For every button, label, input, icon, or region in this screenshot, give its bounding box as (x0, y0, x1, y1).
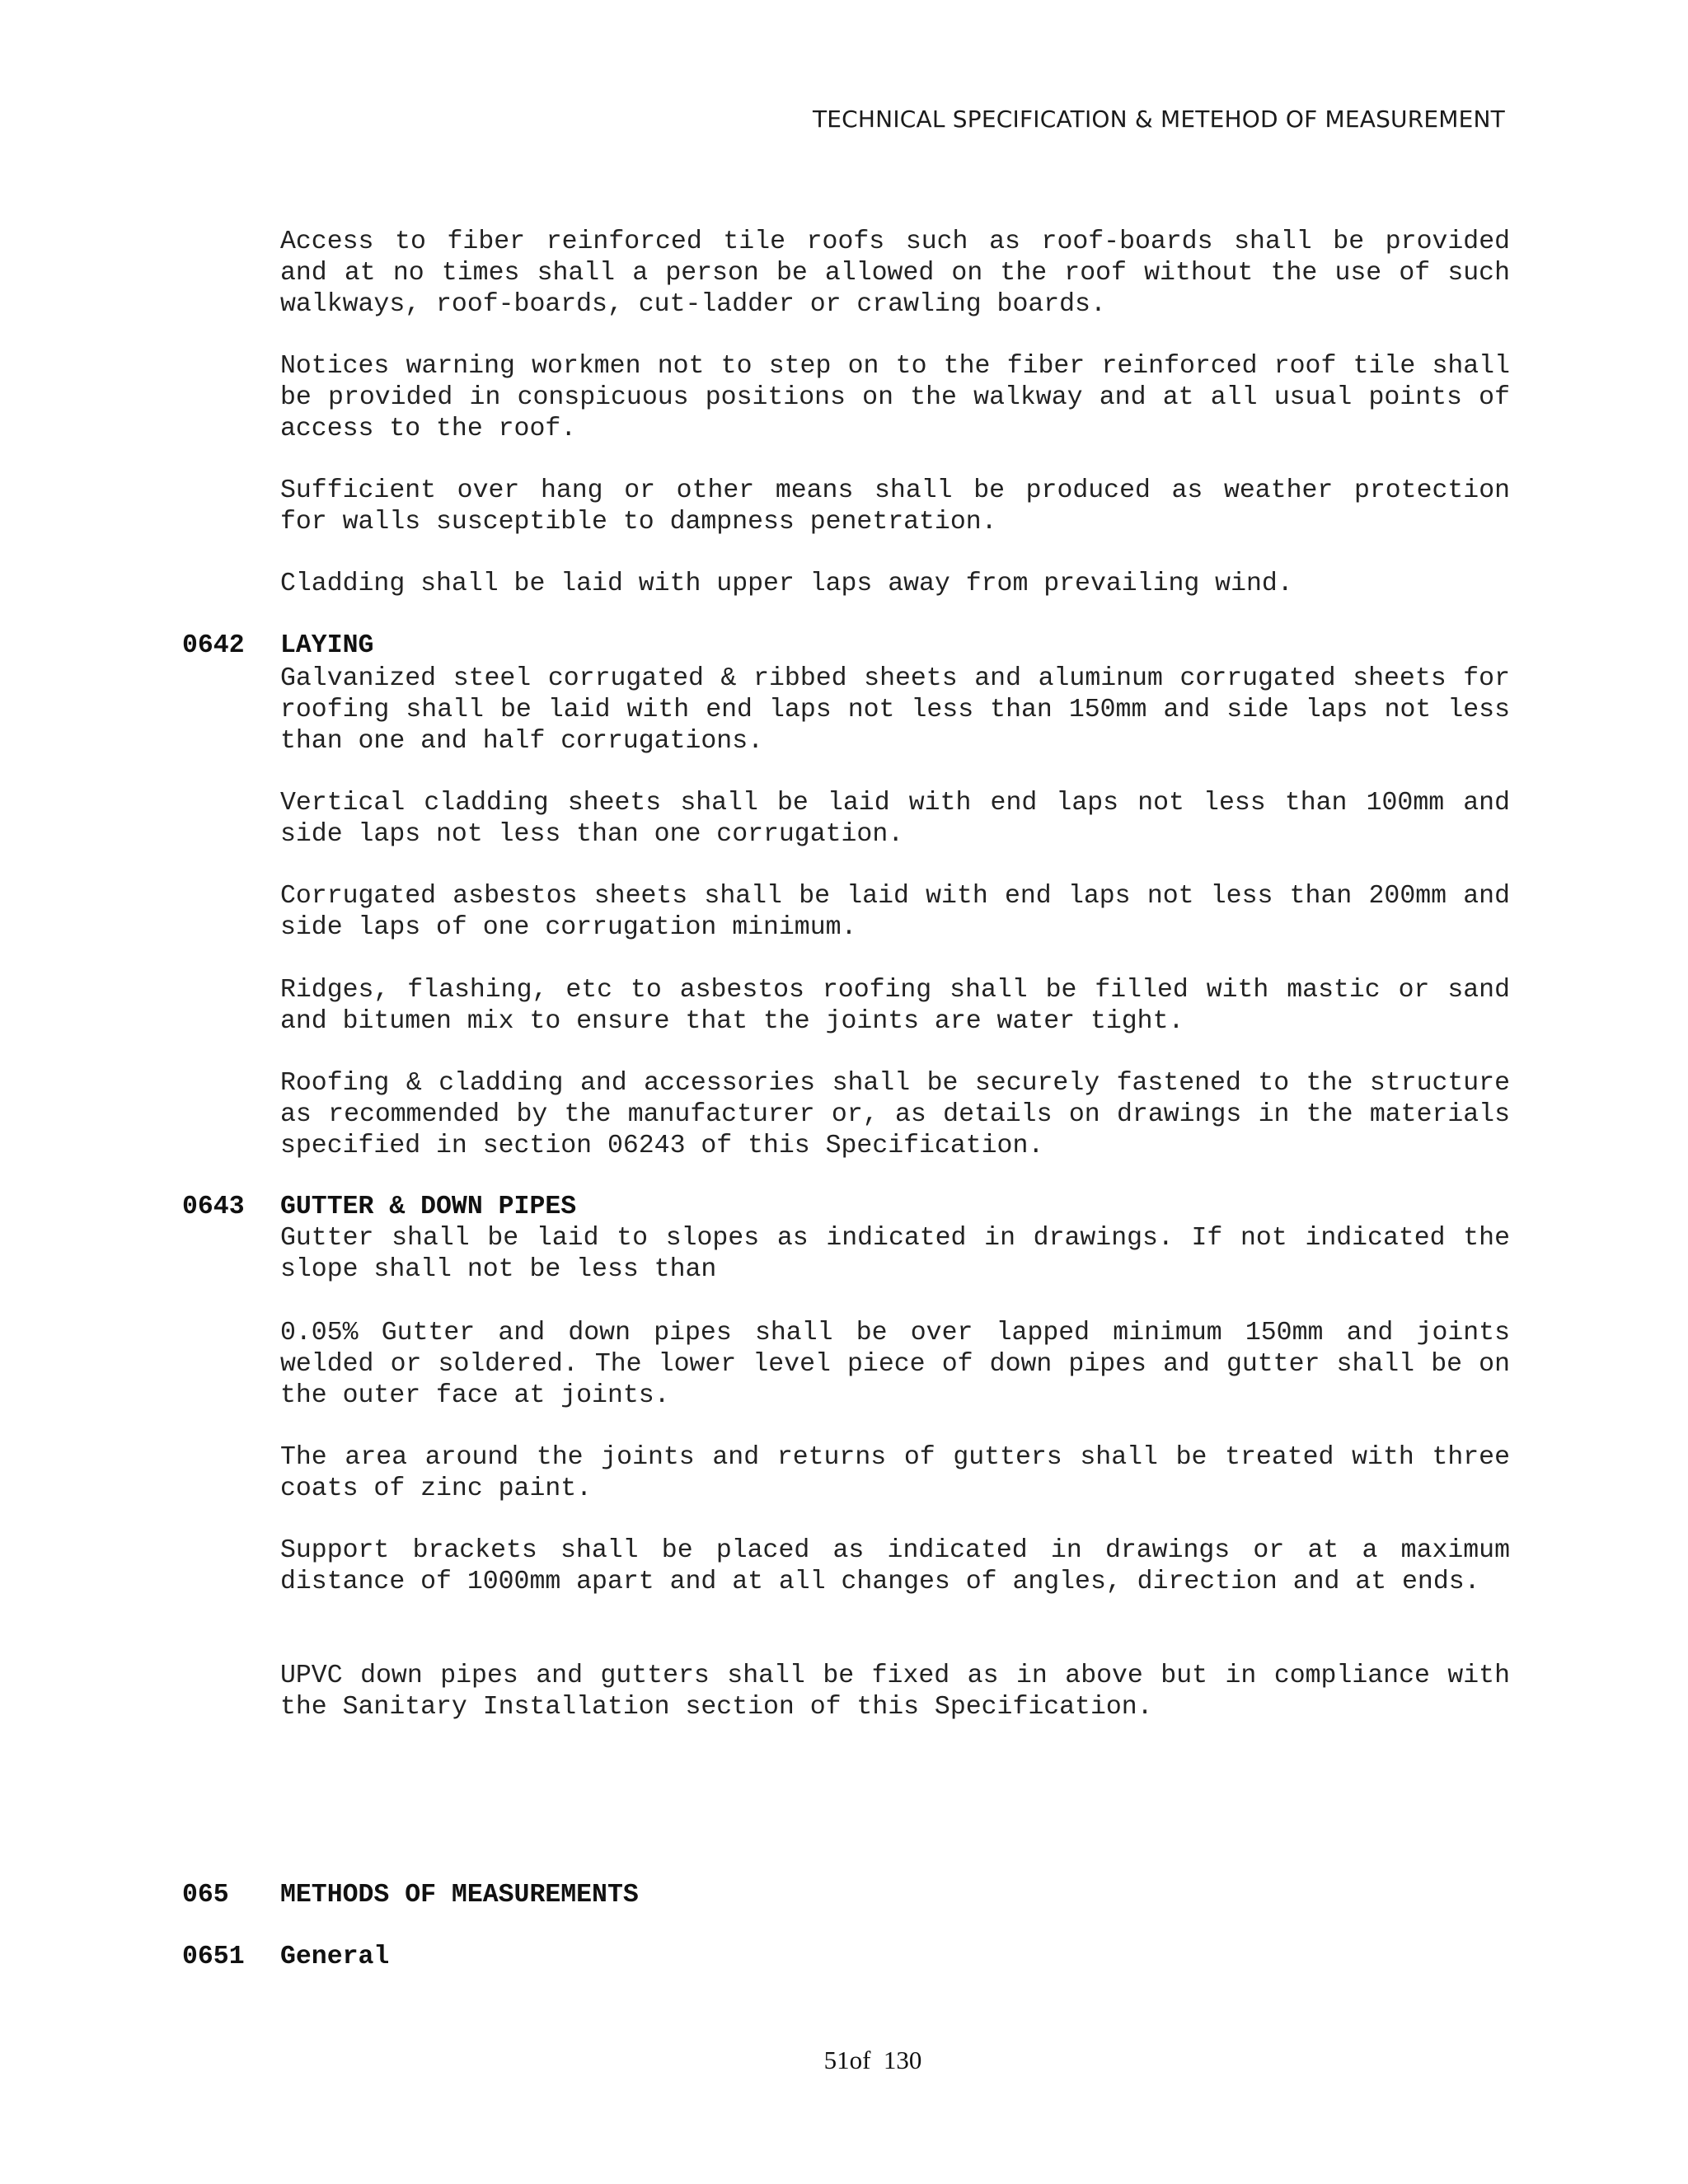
intro-paragraph-3: Sufficient over hang or other means shall be produced as weather protection for walls susceptible to dampness penetration. (280, 476, 1510, 537)
page-total: 130 (883, 2046, 922, 2074)
section-0642-paragraph-5: Roofing & cladding and accessories shall be securely fastened to the structure as recommended by the manufacturer or, as details on drawings in the materials specified in section 06243 of this Specification. (280, 1069, 1510, 1160)
page-current: 51 (823, 2046, 850, 2074)
section-0642-paragraph-2: Vertical cladding sheets shall be laid with end laps not less than 100mm and side laps not less than one corrugation. (280, 789, 1510, 849)
section-0643-number: 0643 (182, 1193, 245, 1221)
section-0642-paragraph-4: Ridges, flashing, etc to asbestos roofing shall be filled with mastic or sand and bitumen mix to ensure that the joints are water tight. (280, 976, 1510, 1036)
intro-paragraph-4: Cladding shall be laid with upper laps away from prevailing wind. (280, 569, 1293, 598)
section-0642-paragraph-1: Galvanized steel corrugated & ribbed sheets and aluminum corrugated sheets for roofing shall be laid with end laps not less than 150mm and side laps not less than one and half corrugations. (280, 664, 1510, 756)
section-0643-paragraph-4: Support brackets shall be placed as indicated in drawings or at a maximum distance of 1000mm apart and at all changes of angles, direction and at ends. (280, 1536, 1510, 1596)
section-0651-title: General (280, 1943, 390, 1971)
page-of-label: of (849, 2046, 871, 2074)
section-0642-paragraph-3: Corrugated asbestos sheets shall be laid with end laps not less than 200mm and side laps of one corrugation minimum. (280, 882, 1510, 942)
section-065-title: METHODS OF MEASUREMENTS (280, 1881, 639, 1910)
section-0642-title: LAYING (280, 631, 374, 660)
section-0643-title: GUTTER & DOWN PIPES (280, 1193, 577, 1221)
page-number (0, 2046, 1688, 2075)
section-0643-paragraph-2: 0.05% Gutter and down pipes shall be over lapped minimum 150mm and joints welded or soldered. The lower level piece of down pipes and gutter shall be on the outer face at joints. (280, 1319, 1510, 1410)
section-065-number: 065 (182, 1881, 229, 1910)
section-0643-paragraph-1: Gutter shall be laid to slopes as indicated in drawings. If not indicated the slope shall not be less than (280, 1224, 1510, 1284)
section-0643-paragraph-5: UPVC down pipes and gutters shall be fixed as in above but in compliance with the Sanitary Installation section of this Specification. (280, 1661, 1510, 1722)
section-0651-number: 0651 (182, 1943, 245, 1971)
running-header: TECHNICAL SPECIFICATION & METEHOD OF MEASUREMENT (812, 105, 1505, 133)
section-0643-paragraph-3: The area around the joints and returns of gutters shall be treated with three coats of zinc paint. (280, 1443, 1510, 1503)
section-0642-number: 0642 (182, 631, 245, 660)
intro-paragraph-1: Access to fiber reinforced tile roofs such as roof-boards shall be provided and at no times shall a person be allowed on the roof without the use of such walkways, roof-boards, cut-ladder or crawling boards. (280, 227, 1510, 319)
intro-paragraph-2: Notices warning workmen not to step on to the fiber reinforced roof tile shall be provided in conspicuous positions on the walkway and at all usual points of access to the roof. (280, 352, 1510, 443)
